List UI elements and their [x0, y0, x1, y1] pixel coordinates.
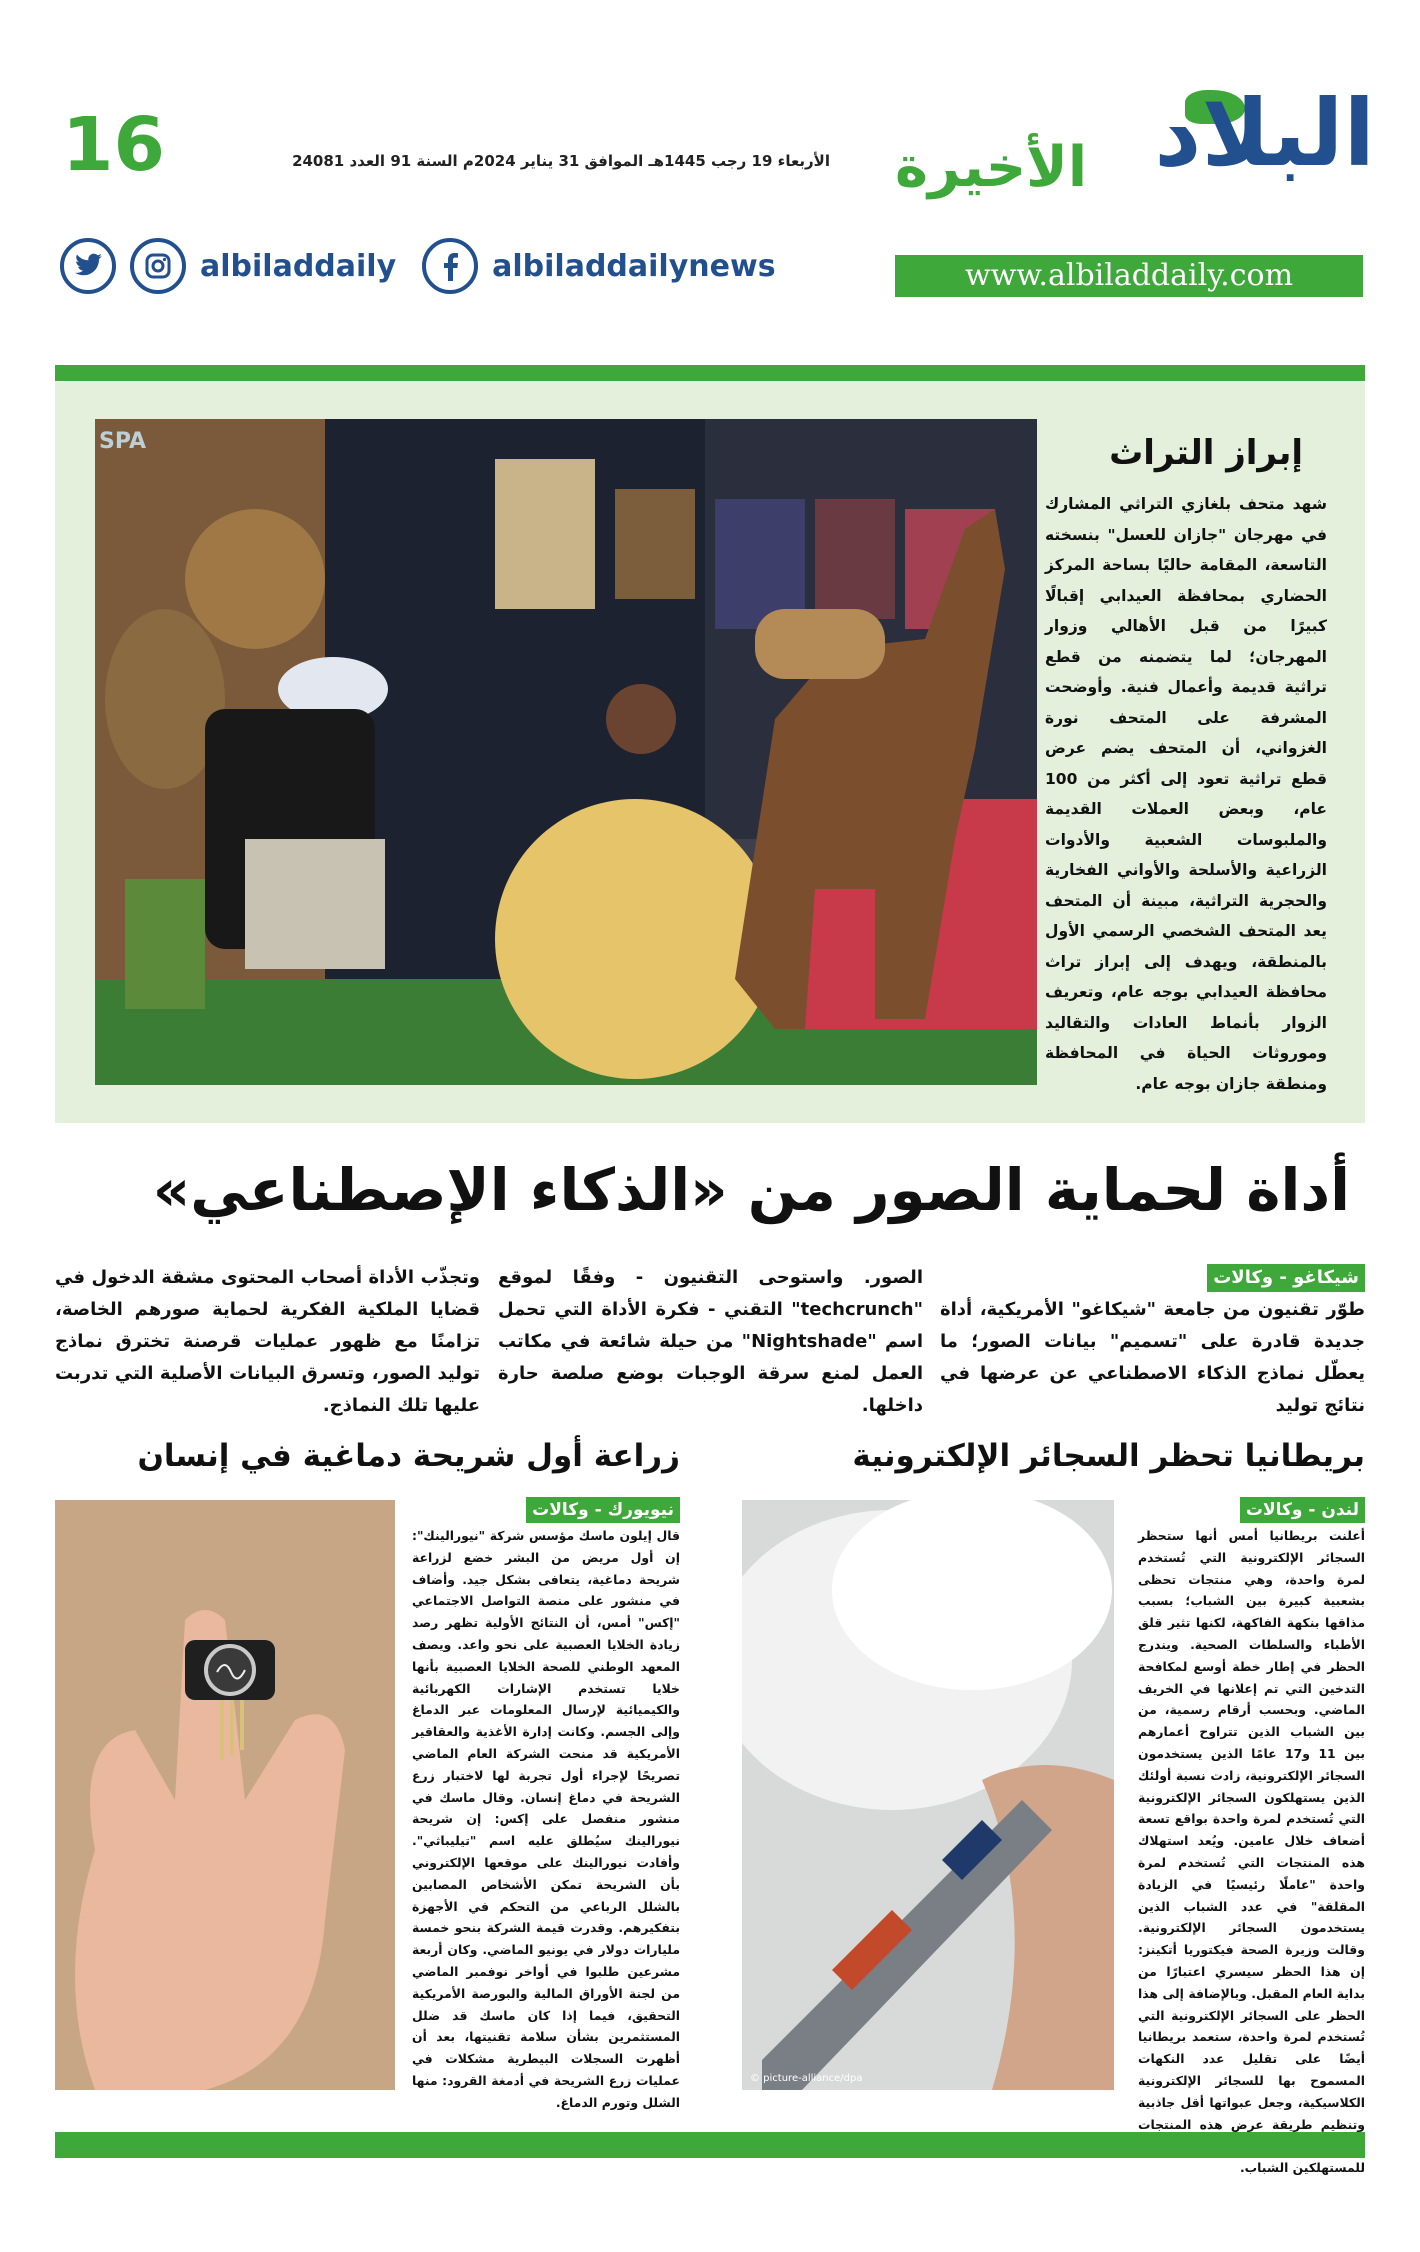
vape-photo-credit: © picture-alliance/dpa	[750, 2073, 863, 2084]
photo-watermark: SPA	[99, 429, 146, 454]
website-url[interactable]: www.albiladdaily.com	[895, 255, 1363, 297]
chip-article	[412, 1497, 680, 2114]
vape-photo	[742, 1500, 1114, 2090]
page-number: 16	[62, 102, 165, 188]
chip-body: قال إيلون ماسك مؤسس شركة "نيورالينك": إن أول مريض من البشر خضع لزراعة شريحة دماغية، يتعافى بشكل جيد. وأضاف في منشور على منصة التواصل الاجتماعي "إكس" أمس، أن النتائج الأولية تظهر رصد زيادة الخلايا العصبية على نحو واعد. ويصف المعهد الوطني للصحة الخلايا العصبية بأنها خلايا تستخدم الإشارات الكهربائية والكيميائية لإرسال المعلومات عبر الدماغ وإلى الجسم. وكانت إدارة الأغذية والعقاقير الأمريكية قد منحت الشركة العام الماضي تصريحًا لإجراء أول تجربة لها لاختبار زرع الشريحة في دماغ إنسان. وقال ماسك في منشور منفصل على إكس: إن شريحة نيورالينك سيُطلق عليه اسم "تيليباثي". وأفادت نيورالينك على موقعها الإلكتروني بأن الشريحة تمكن الأشخاص المصابين بالشلل الرباعي من التحكم في الأجهزة بتفكيرهم. وقدرت قيمة الشركة بنحو خمسة مليارات دولار في يونيو الماضي. وكان أربعة مشرعين طلبوا في أواخر نوفمبر الماضي من لجنة الأوراق المالية والبورصة الأمريكية التحقيق، فيما إذا كان ماسك قد ضلل المستثمرين بشأن سلامة تقنيتها، بعد أن أظهرت السجلات البيطرية مشكلات في عمليات زرع الشريحة في أدمغة القرود: منها الشلل وتورم الدماغ.	[412, 1528, 680, 2110]
social-bar	[60, 238, 776, 294]
ai-story-col-2: الصور. واستوحى التقنيون - وفقًا لموقع "techcrunch" التقني - فكرة الأداة التي تحمل اسم "Nightshade" من حيلة شائعة في مكاتب العمل لمنع سرقة الوجبات بوضع صلصة حارة داخلها.	[498, 1267, 923, 1416]
ai-story-text-1: طوّر تقنيون من جامعة "شيكاغو" الأمريكية، أداة جديدة قادرة على "تسميم" بيانات الصور؛ ما يعطّل نماذج الذكاء الاصطناعي عن عرضها في نتائج توليد	[940, 1299, 1365, 1416]
logo-main: البلاد	[1154, 80, 1375, 187]
instagram-icon[interactable]	[130, 238, 186, 294]
ai-story-col-3: وتجذّب الأداة أصحاب المحتوى مشقة الدخول في قضايا الملكية الفكرية لحماية صورهم الخاصة، تزامنًا مع ظهور عمليات قرصنة تخترق نماذج توليد الصور، وتسرق البيانات الأصلية التي تدربت عليها تلك النماذج.	[55, 1267, 480, 1416]
bottom-bar	[55, 2132, 1365, 2158]
museum-photo	[95, 419, 1037, 1085]
chip-photo	[55, 1500, 395, 2090]
logo-sub: الأخيرة	[895, 135, 1088, 200]
chip-title: زراعة أول شريحة دماغية في إنسان	[137, 1438, 680, 1474]
feature-title: إبراز التراث	[1109, 433, 1303, 473]
dateline: الأربعاء 19 رجب 1445هـ الموافق 31 يناير 2024م السنة 91 العدد 24081	[292, 152, 830, 170]
main-headline: أداة لحماية الصور من «الذكاء الإصطناعي»	[152, 1156, 1350, 1224]
facebook-icon[interactable]	[422, 238, 478, 294]
newspaper-logo	[895, 80, 1375, 213]
vape-article	[1138, 1497, 1365, 2179]
ai-story-tag: شيكاغو - وكالات	[1207, 1264, 1365, 1292]
vape-title: بريطانيا تحظر السجائر الإلكترونية	[852, 1438, 1365, 1474]
feature-body: شهد متحف بلغازي التراثي المشارك في مهرجان "جازان للعسل" بنسخته التاسعة، المقامة حاليًا بساحة المركز الحضاري بمحافظة العيدابي إقبالًا كبيرًا من قبل الأهالي وزوار المهرجان؛ لما يتضمنه من قطع تراثية قديمة وأعمال فنية. وأوضحت المشرفة على المتحف نورة الغزواني، أن المتحف يضم عرض قطع تراثية تعود إلى أكثر من 100 عام، وبعض العملات القديمة والملبوسات الشعبية والأدوات الزراعية والأسلحة والأواني الفخارية والحجرية التراثية، مبينة أن المتحف يعد المتحف الشخصي الرسمي الأول بالمنطقة، ويهدف إلى إبراز تراث محافظة العيدابي بوجه عام، وتعريف الزوار بأنماط العادات والتقاليد وموروثات الحياة في المحافظة ومنطقة جازان بوجه عام.	[1045, 495, 1327, 1093]
facebook-handle[interactable]: albiladdailynews	[492, 248, 776, 284]
instagram-handle[interactable]: albiladdaily	[200, 248, 397, 284]
vape-tag: لندن - وكالات	[1240, 1497, 1365, 1523]
chip-tag: نيويورك - وكالات	[526, 1497, 680, 1523]
twitter-icon[interactable]	[60, 238, 116, 294]
ai-story-col-1	[940, 1262, 1365, 1422]
feature-box	[55, 365, 1365, 1123]
vape-body: أعلنت بريطانيا أمس أنها ستحظر السجائر الإلكترونية التي تُستخدم لمرة واحدة، وهي منتجات تحظى بشعبية كبيرة بين الشباب؛ بسبب مذاقها بنكهة الفاكهة، لكنها تثير قلق الأطباء والسلطات الصحية. ويندرج الحظر في إطار خطة أوسع لمكافحة التدخين التي تم إعلانها في الخريف الماضي. وبحسب أرقام رسمية، من بين الشباب الذين تتراوح أعمارهم بين 11 و17 عامًا الذين يستخدمون السجائر الإلكترونية، زادت نسبة أولئك الذين يستهلكون السجائر الإلكترونية التي تُستخدم لمرة واحدة بواقع تسعة أضعاف خلال عامين. ويُعد استهلاك هذه المنتجات التي تُستخدم لمرة واحدة "عاملًا رئيسيًا في الزيادة المقلقة" في عدد الشباب الذين يستخدمون السجائر الإلكترونية. وقالت وزيرة الصحة فيكتوريا أتكينز: إن هذا الحظر سيسري اعتبارًا من بداية العام المقبل. وبالإضافة إلى هذا الحظر على السجائر الإلكترونية التي تُستخدم لمرة واحدة، ستعمد بريطانيا أيضًا على تقليل عدد النكهات المسموح بها للسجائر الإلكترونية الكلاسيكية، وجعل عبواتها أقل جاذبية وتنظيم طريقة عرض هذه المنتجات للمستهلكين الشباب.	[1138, 1528, 1365, 2176]
